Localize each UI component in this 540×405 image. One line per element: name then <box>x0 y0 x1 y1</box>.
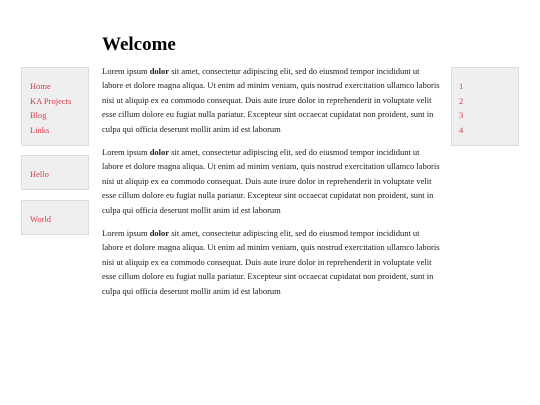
paragraph-rest: sit amet, consectetur adipiscing elit, sed do eiusmod tempor incididunt ut labore et dolore magna aliqua. Ut enim ad minim veniam, quis nostrud exercitation ullamco laboris nisi ut aliquip ex ea commodo consequat. Duis aute irure dolor in reprehenderit in voluptate velit esse cillum dolore eu fugiat nulla pariatur. Excepteur sint occaecat cupidatat non proident, sunt in culpa qui officia deserunt mollit anim id est laborum <box>102 147 440 215</box>
content-paragraph-1 <box>102 64 440 136</box>
world-link[interactable]: World <box>30 214 52 224</box>
nav-link-blog[interactable]: Blog <box>30 110 47 120</box>
right-nav-link-4[interactable]: 4 <box>459 124 464 135</box>
paragraph-lead: Lorem ipsum <box>102 66 150 76</box>
page-title: Welcome <box>102 34 176 55</box>
paragraph-bold: dolor <box>149 66 170 76</box>
right-nav-link-1[interactable]: 1 <box>459 81 464 91</box>
hello-link[interactable]: Hello <box>30 169 49 179</box>
nav-link-ka-projects[interactable]: KA Projects <box>30 95 72 106</box>
paragraph-lead: Lorem ipsum <box>102 147 150 158</box>
paragraph-rest: sit amet, consectetur adipiscing elit, sed do eiusmod tempor incididunt ut labore et dolore magna aliqua. Ut enim ad minim veniam, quis nostrud exercitation ullamco laboris nisi ut aliquip ex ea commodo consequat. Duis aute irure dolor in reprehenderit in voluptate velit esse cillum dolore eu fugiat nulla pariatur. Excepteur sint occaecat cupidatat non proident, sunt in culpa qui officia deserunt mollit anim id est laborum <box>102 228 440 296</box>
paragraph-bold: dolor <box>149 147 170 158</box>
left-nav-panel <box>21 67 89 146</box>
right-nav-link-3[interactable]: 3 <box>459 110 464 120</box>
paragraph-lead: Lorem ipsum <box>102 228 150 239</box>
paragraph-rest: sit amet, consectetur adipiscing elit, sed do eiusmod tempor incididunt ut labore et dolore magna aliqua. Ut enim ad minim veniam, quis nostrud exercitation ullamco laboris nisi ut aliquip ex ea commodo consequat. Duis aute irure dolor in reprehenderit in voluptate velit esse cillum dolore eu fugiat nulla pariatur. Excepteur sint occaecat cupidatat non proident, sunt in culpa qui officia deserunt mollit anim id est laborum <box>102 66 440 134</box>
content-paragraph-3 <box>102 226 440 298</box>
nav-link-home[interactable]: Home <box>30 81 51 91</box>
hello-panel <box>21 155 89 190</box>
content-paragraph-2 <box>102 145 440 217</box>
right-nav-panel <box>451 67 519 146</box>
world-panel <box>21 200 89 235</box>
nav-link-links[interactable]: Links <box>30 124 50 135</box>
main-content <box>102 64 440 307</box>
paragraph-bold: dolor <box>149 228 170 239</box>
right-nav-link-2[interactable]: 2 <box>459 95 464 106</box>
